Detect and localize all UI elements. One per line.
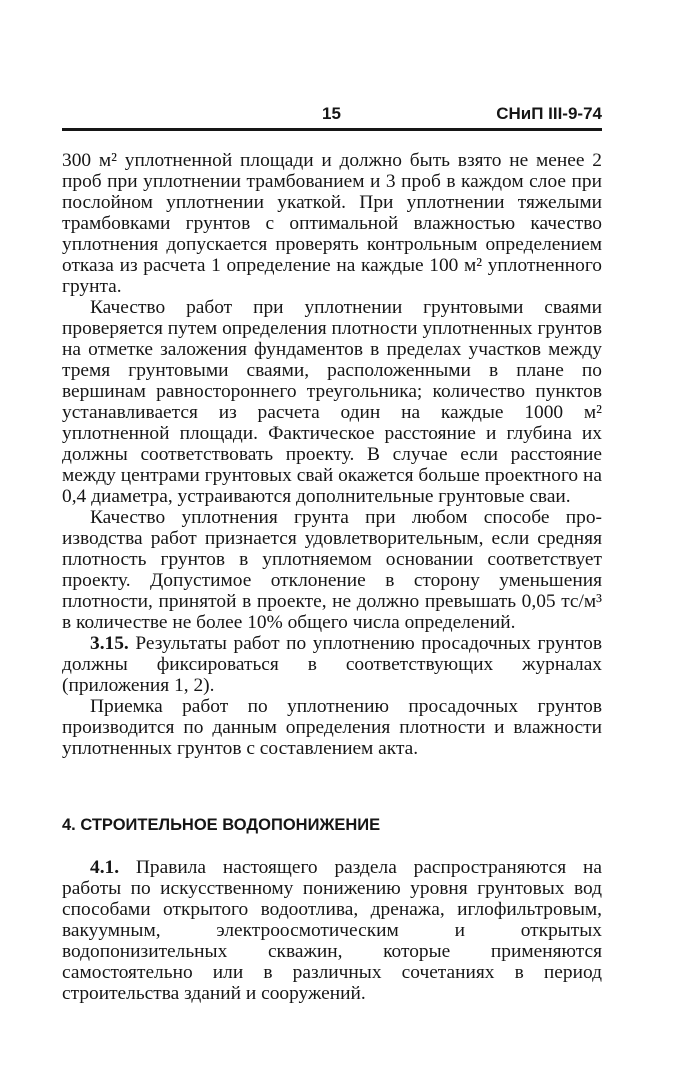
paragraph-continuation: 300 м² уплотненной площади и должно быть взято не менее 2 проб при уплотнении трамбованием и 3 проб в каждом слое при послойном уплотнении укаткой. При уплотнении тяжелыми трамбовками грунтов с оптимальной влажностью качество уплотнения допускается проверять контрольным определением отказа из расчета 1 определение на каждые 100 м² уплотненного грунта. [62,150,602,297]
clause-number: 3.15. [90,633,129,654]
document-code: СНиП III-9-74 [496,104,602,123]
section-heading: 4. СТРОИТЕЛЬНОЕ ВОДОПОНИЖЕНИЕ [62,816,381,834]
paragraph-pile-compaction: Качество работ при уплотнении грунтовыми сваями проверяется путем определения плотности уплотненных грунтов на отметке заложения фундаментов в пределах участков между тремя грунтовыми сваями, расположенными в плане по вершинам равностороннего треугольника; количество пунктов устанавливается из расчета один на каждые 1000 м² уплотненной площади. Фактическое расстояние и глубина их должны соответствовать проекту. В случае если расстояние между центрами грунтовых свай окажется больше проектного на 0,4 диаметра, устраиваются дополнительные грунтовые сваи. [62,297,602,507]
clause-text: Правила настоящего раздела распространяются на работы по искусственному понижению уровня грунтовых вод способами открытого водоотлива, дренажа, иглофильтровым, вакуумным, электроосмотическим и открытых водопонизительных скважин, которые применяются самостоятельно или в различных сочетаниях в период строительства зданий и сооружений. [62,857,602,1004]
clause-number: 4.1. [90,857,120,878]
page-number: 15 [322,104,341,123]
paragraph-compaction-quality: Качество уплотнения грунта при любом способе производства работ признается удовлетворительным, если средняя плотность грунтов в уплотняемом основании соответствует проекту. Допустимое отклонение в сторону уменьшения плотности, принятой в проекте, не должно превышать 0,05 тс/м³ в количестве не более 10% общего числа определений. [62,507,602,633]
paragraph-acceptance: Приемка работ по уплотнению просадочных грунтов производится по данным определения плотности и влажности уплотненных грунтов с составлением акта. [62,696,602,759]
body-text [62,150,602,759]
clause-4-1 [62,857,602,1004]
header-rule [62,128,602,131]
running-header [62,104,602,130]
clause-text: Результаты работ по уплотнению просадочных грунтов должны фиксироваться в соответствующих журналах (приложения 1, 2). [62,633,602,696]
section-body [62,857,602,1004]
clause-3-15 [62,633,602,696]
